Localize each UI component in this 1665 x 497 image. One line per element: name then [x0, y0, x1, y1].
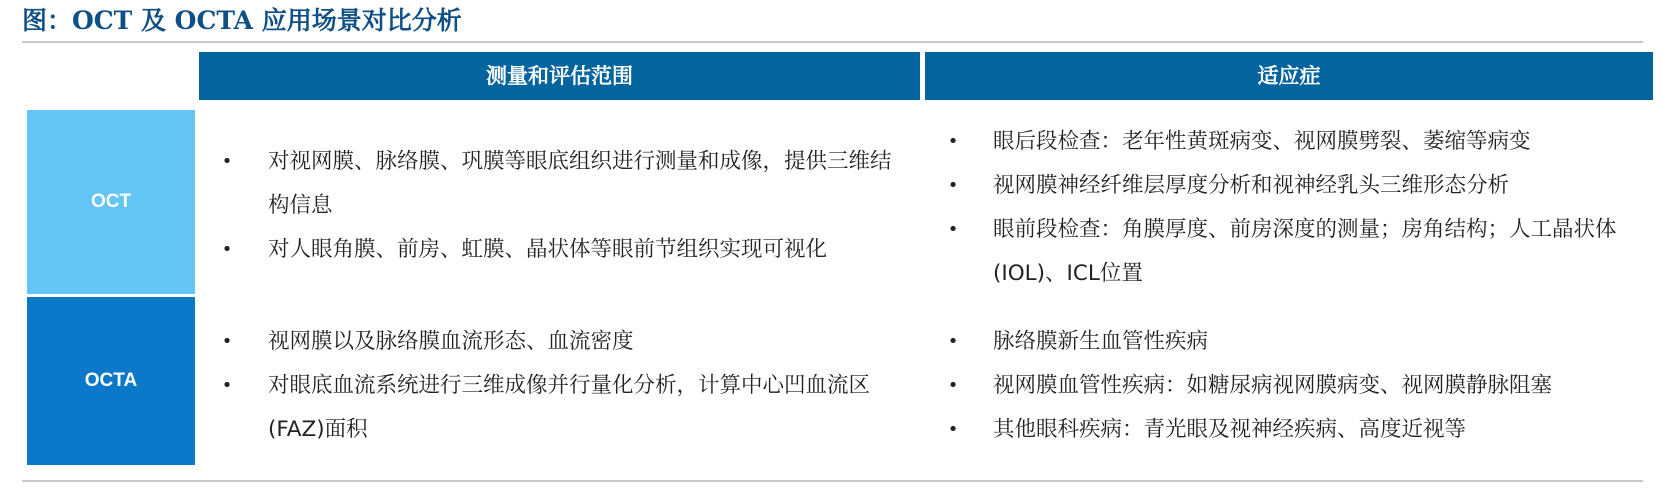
row-label-octa-text: OCTA: [84, 370, 138, 391]
list-item-text: 眼后段检查：老年性黄斑病变、视网膜劈裂、萎缩等病变: [993, 129, 1531, 154]
title-divider: [22, 41, 1643, 43]
list-item: [925, 164, 1653, 208]
octa-indications-list: [925, 320, 1653, 452]
bullet-dot-icon: •: [947, 131, 959, 152]
list-item: [925, 208, 1653, 296]
oct-scope-cell: [199, 140, 920, 272]
bullet-dot-icon: •: [947, 175, 959, 196]
list-item-text: 眼前段检查：角膜厚度、前房深度的测量；房角结构；人工晶状体(IOL)、ICL位置: [993, 217, 1617, 286]
bullet-dot-icon: •: [947, 331, 959, 352]
list-item-text: 视网膜以及脉络膜血流形态、血流密度: [268, 329, 634, 354]
list-item-text: 其他眼科疾病：青光眼及视神经疾病、高度近视等: [993, 417, 1467, 442]
list-item: [925, 408, 1653, 452]
bottom-divider: [22, 480, 1643, 482]
bullet-dot-icon: •: [947, 219, 959, 240]
octa-indications-cell: [925, 320, 1653, 452]
oct-indications-cell: [925, 120, 1653, 296]
list-item-text: 对人眼角膜、前房、虹膜、晶状体等眼前节组织实现可视化: [268, 237, 828, 262]
column-header-indications: 适应症: [925, 52, 1653, 100]
oct-scope-list: [199, 140, 920, 272]
row-label-oct-text: OCT: [90, 191, 132, 212]
list-item-text: 对视网膜、脉络膜、巩膜等眼底组织进行测量和成像，提供三维结构信息: [268, 149, 892, 218]
list-item-text: 对眼底血流系统进行三维成像并行量化分析，计算中心凹血流区(FAZ)面积: [268, 373, 871, 442]
list-item: [199, 320, 920, 364]
octa-scope-list: [199, 320, 920, 452]
oct-indications-list: [925, 120, 1653, 296]
bullet-dot-icon: •: [221, 239, 233, 260]
bullet-dot-icon: •: [221, 151, 233, 172]
list-item-text: 视网膜血管性疾病：如糖尿病视网膜病变、视网膜静脉阻塞: [993, 373, 1553, 398]
list-item: [199, 364, 920, 452]
list-item: [199, 140, 920, 228]
figure-title: 图：OCT 及 OCTA 应用场景对比分析: [22, 6, 462, 35]
list-item: [925, 120, 1653, 164]
row-label-octa: [27, 297, 195, 465]
octa-scope-cell: [199, 320, 920, 452]
list-item: [925, 364, 1653, 408]
bullet-dot-icon: •: [221, 331, 233, 352]
list-item: [925, 320, 1653, 364]
list-item-text: 脉络膜新生血管性疾病: [993, 329, 1209, 354]
bullet-dot-icon: •: [947, 375, 959, 396]
row-label-oct: [27, 110, 195, 294]
bullet-dot-icon: •: [947, 419, 959, 440]
column-header-scope: 测量和评估范围: [199, 52, 920, 100]
bullet-dot-icon: •: [221, 375, 233, 396]
list-item: [199, 228, 920, 272]
list-item-text: 视网膜神经纤维层厚度分析和视神经乳头三维形态分析: [993, 173, 1510, 198]
